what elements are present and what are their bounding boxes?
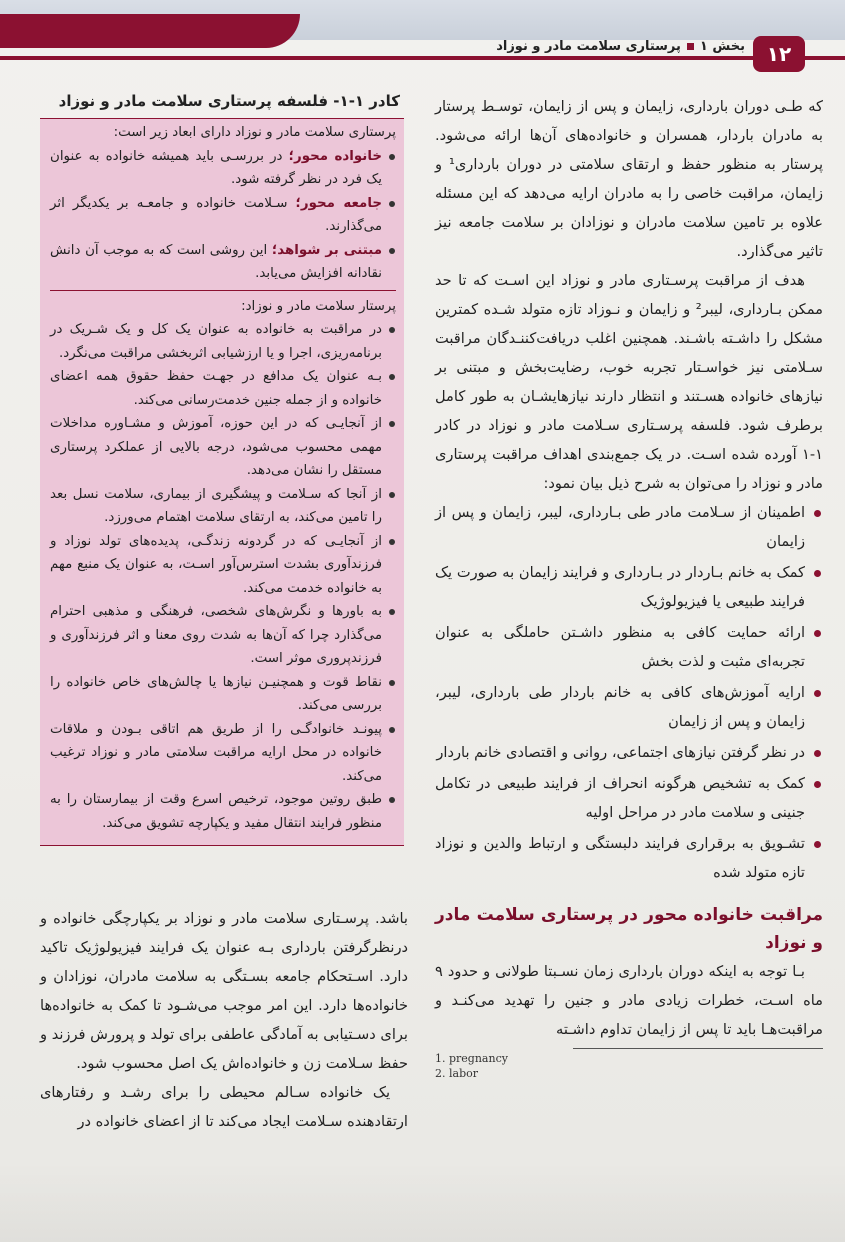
list-item: تشـویق به برقراری فرایند دلبستگی و ارتباط والدین و نوزاد تازه متولد شده bbox=[435, 829, 805, 887]
list-item: کمک به تشخیص هرگونه انحراف از فرایند طبیعی در تکامل جنینی و سلامت مادر در مراحل اولیه bbox=[435, 769, 805, 827]
list-item: جامعه محور؛ سـلامت خانواده و جامعـه بر یکدیگر اثر می‌گذارند. bbox=[50, 192, 382, 239]
list-item: بـه عنوان یک مدافع در جهـت حفظ حقوق همه اعضای خانواده و از جمله جنین خدمت‌رسانی می‌کند. bbox=[50, 365, 382, 412]
list-item: مبتنی بر شواهد؛ این روشی است که به موجب آن دانش نقادانه افزایش می‌یابد. bbox=[50, 239, 382, 286]
list-item: پیونـد خانوادگـی را از طریق هم اتاقی بـودن و ملاقات خانواده در محل ارایه مراقبت سلامتی مادر و نوزاد ترغیب می‌کند. bbox=[50, 718, 382, 789]
list-item: کمک به خانم بـاردار در بـارداری و فرایند زایمان به صورت یک فرایند طبیعی یا فیزیولوژیک bbox=[435, 558, 805, 616]
page-number: ۱۲ bbox=[753, 36, 805, 72]
list-item: نقاط قوت و همچنیـن نیازها یا چالش‌های خاص خانواده را بررسی می‌کند. bbox=[50, 671, 382, 718]
list-item: ارایه آموزش‌های کافی به خانم باردار طی بارداری، لیبر، زایمان و پس از زایمان bbox=[435, 678, 805, 736]
section-heading: مراقبت خانواده محور در پرستاری سلامت مادر و نوزاد bbox=[435, 905, 823, 953]
list-item: خانواده محور؛ در بررسـی باید همیشه خانواده به عنوان یک فرد در نظر گرفته شود. bbox=[50, 145, 382, 192]
box-title: کادر ۱-۱- فلسفه پرستاری سلامت مادر و نوزاد bbox=[40, 88, 404, 119]
list-item: ارائه حمایت کافی به منظور داشـتن حاملگی به عنوان تجربه‌ای مثبت و لذت بخش bbox=[435, 618, 805, 676]
philosophy-box bbox=[40, 88, 404, 846]
list-item: در نظر گرفتن نیازهای اجتماعی، روانی و اقتصادی خانم باردار bbox=[435, 738, 805, 767]
left-column bbox=[40, 904, 408, 1136]
paragraph: باشد. پرسـتاری سلامت مادر و نوزاد بر یکپارچگی خانواده و درنظرگرفتن بارداری بـه عنوان یک فرایند فیزیولوژیک تاکید دارد. اسـتحکام جامعه بسـتگی به سلامت مادران، نوزادان و خانواده‌ها دارد. این امر موجب می‌شـود تا کمک به خانواده‌ها برای دسـتیابی به آمادگی عاطفی برای تولد و پرورش فرزند و حفظ سـلامت زن و خانواده‌اش یک اصل محسوب شود. bbox=[40, 910, 408, 1072]
footnote: 1. pregnancy bbox=[435, 1052, 508, 1065]
list-item: در مراقبت به خانواده به عنوان یک کل و یک شـریک در برنامه‌ریزی، اجرا و یا ارزشیابی اثربخشی مراقبت می‌نگرد. bbox=[50, 318, 382, 365]
running-header bbox=[496, 39, 745, 54]
nurse-roles-block bbox=[50, 290, 396, 840]
square-bullet-icon bbox=[687, 43, 694, 50]
paragraph: یک خانواده سـالم محیطی را برای رشـد و رفتارهای ارتقادهنده سـلامت ایجاد می‌کند تا از اعضای خانواده در bbox=[40, 1084, 408, 1130]
page-header-band bbox=[0, 0, 845, 64]
dimensions-block bbox=[50, 121, 396, 290]
footnotes bbox=[435, 1051, 823, 1081]
list-item: از آنجایـی که در گردونه زندگـی، پدیده‌های تولد نوزاد و فرزندآوری بشدت استرس‌آور اسـت، به عنوان یک منبع مهم به خانواده خدمت می‌کند. bbox=[50, 530, 382, 601]
running-header-section: بخش ۱ bbox=[699, 39, 745, 54]
header-ribbon bbox=[0, 14, 300, 48]
list-item: به باورها و نگرش‌های شخصی، فرهنگی و مذهبی احترام می‌گذارد چرا که آن‌ها به شدت روی معنا و اثر فرزندآوری و فرزندپروری موثر است. bbox=[50, 600, 382, 671]
box-body bbox=[40, 119, 404, 846]
paragraph: هدف از مراقبت پرسـتاری مادر و نوزاد این اسـت که تا حد ممکن بـارداری، لیبر² و زایمان و نـوزاد تازه متولد شـده کمترین مشکل را داشـته باشـند. همچنین اغلب دریافت‌کننـدگان مراقبت سـلامتی نیز خواسـتار تجربه خوب، رضایت‌بخش و مبتنی بر نیازهای خانواده هسـتند و انتظار دارند نیازهایشـان به طور کامل برطرف شود. فلسفه پرسـتاری سـلامت مادر و نوزاد در کادر ۱-۱ آورده شده اسـت. در یک جمع‌بندی اهداف مراقبت پرستاری مادر و نوزاد را می‌توان به شرح ذیل بیان نمود: bbox=[435, 272, 823, 492]
term: مبتنی بر شواهد؛ bbox=[271, 242, 382, 258]
footnote: 2. labor bbox=[435, 1067, 478, 1080]
right-column bbox=[435, 92, 823, 1081]
list-item: از آنجا که سـلامت و پیشگیری از بیماری، سلامت نسل بعد را تامین می‌کند، به ارتقای سلامت اهتمام می‌ورزد. bbox=[50, 483, 382, 530]
term: خانواده محور؛ bbox=[288, 148, 382, 164]
box-intro: پرستاری سلامت مادر و نوزاد دارای ابعاد زیر است: bbox=[113, 125, 396, 140]
paragraph: که طـی دوران بارداری، زایمان و پس از زایمان، توسـط پرستار به مادران باردار، همسران و خانواده‌های آن‌ها ارائه می‌شود. پرستار به منظور حفظ و ارتقای سلامتی در دوران بارداری¹ و زایمان، مراقبت خاصی را به مادران ارایه می‌دهد که این مسئله علاوه بر تامین سلامت مادران و نوزادان بر سلامت جامعه نیز تاثیر می‌گذارد. bbox=[435, 98, 823, 260]
list-item: طبق روتین موجود، ترخیص اسرع وقت از بیمارستان را به منظور فرایند انتقال مفید و یکپارچه تشویق می‌کند. bbox=[50, 788, 382, 835]
term: جامعه محور؛ bbox=[295, 195, 382, 211]
header-rule bbox=[0, 56, 845, 60]
box-intro: پرستار سلامت مادر و نوزاد: bbox=[241, 298, 396, 314]
paragraph: بـا توجه به اینکه دوران بارداری زمان نسـبتا طولانی و حدود ۹ ماه اسـت، خطرات زیادی مادر و جنین را تهدید می‌کنـد و مراقبت‌هـا باید تا پس از زایمان تداوم داشـته bbox=[435, 963, 823, 1038]
list-item: اطمینان از سـلامت مادر طی بـارداری، لیبر، زایمان و پس از زایمان bbox=[435, 498, 805, 556]
goals-list bbox=[435, 498, 823, 887]
footnote-rule bbox=[573, 1048, 823, 1049]
list-item: از آنجایـی که در این حوزه، آموزش و مشـاوره مداخلات مهمی محسوب می‌شود، درجه بالایی از عملکرد پرستاری مستقل را نشان می‌دهد. bbox=[50, 412, 382, 483]
running-header-title: پرستاری سلامت مادر و نوزاد bbox=[496, 39, 681, 54]
